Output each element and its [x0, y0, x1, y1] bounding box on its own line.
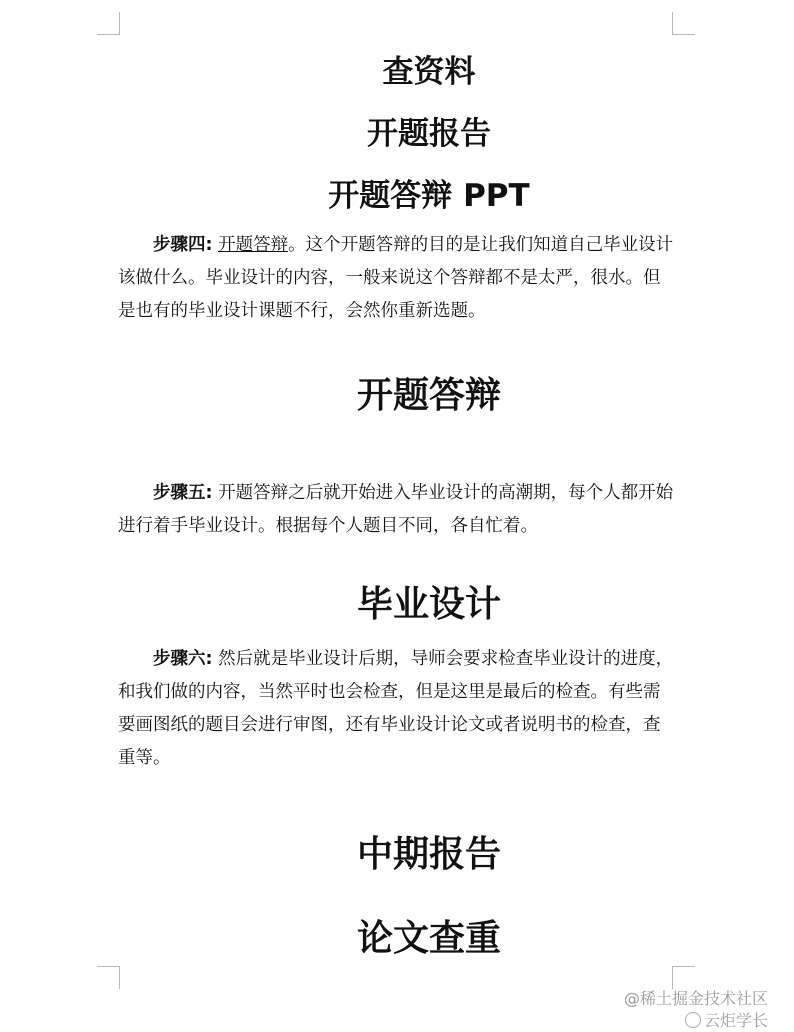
step-four-label: 步骤四:: [153, 235, 213, 255]
heading-graduation-design: 毕业设计: [356, 584, 501, 625]
heading-proposal-defense: 开题答辩: [356, 375, 501, 416]
paragraph-step-four: [118, 229, 676, 328]
step-four-text: 。这个开题答辩的目的是让我们知道自己毕业设计该做什么。毕业设计的内容，一般来说这个答辩都不是太严，很水。但是也有的毕业设计课题不行，会然你重新选题。: [118, 235, 674, 321]
heading-research: 查资料: [382, 54, 476, 90]
page-corner-mark: [672, 12, 695, 35]
step-six-text: 然后就是毕业设计后期，导师会要求检查毕业设计的进度，和我们做的内容，当然平时也会检查，但是这里是最后的检查。有些需要画图纸的题目会进行审图，还有毕业设计论文或者说明书的检查，查重等。: [118, 649, 674, 768]
heading-plagiarism-check: 论文查重: [356, 918, 501, 959]
step-six-label: 步骤六:: [153, 649, 213, 669]
weibo-icon: [685, 1012, 701, 1028]
paragraph-step-six: [118, 643, 676, 775]
step-five-text: 开题答辩之后就开始进入毕业设计的高潮期，每个人都开始进行着手毕业设计。根据每个人题目不同，各自忙着。: [118, 483, 674, 536]
watermark-author-text: 云炬学长: [703, 1011, 768, 1030]
heading-midterm-report: 中期报告: [356, 834, 501, 875]
step-four-link[interactable]: 开题答辩: [218, 235, 289, 255]
step-five-label: 步骤五:: [153, 483, 213, 503]
page-corner-mark: [97, 966, 120, 989]
watermark-community: @稀土掘金技术社区: [623, 989, 768, 1008]
heading-proposal-report: 开题报告: [367, 116, 491, 152]
heading-proposal-defense-ppt: 开题答辩 PPT: [328, 178, 530, 214]
page-corner-mark: [97, 12, 120, 35]
paragraph-step-five: [118, 477, 676, 543]
watermark-author: [685, 1008, 768, 1031]
